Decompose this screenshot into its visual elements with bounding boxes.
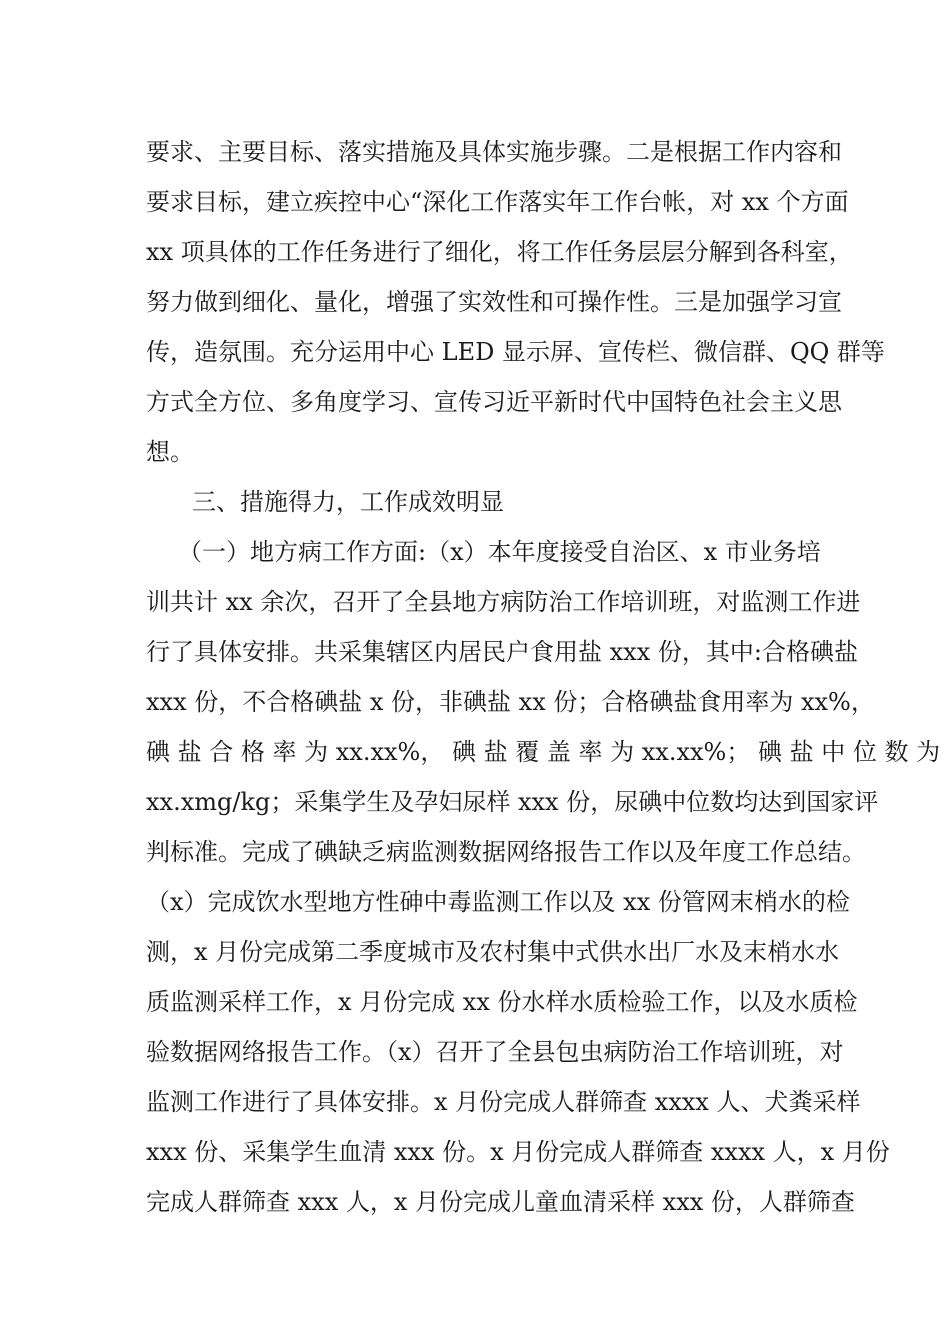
paragraph-line: 碘 盐 合 格 率 为 xx.xx%， 碘 盐 覆 盖 率 为 xx.xx%； 碘 盐 中 位 数 为 (146, 738, 941, 766)
paragraph-line: 完成人群筛查 xxx 人，x 月份完成儿童血清采样 xxx 份，人群筛查 (146, 1188, 855, 1216)
paragraph-line: 要求目标，建立疾控中心“深化工作落实年工作台帐，对 xx 个方面 (146, 188, 849, 216)
paragraph-line: 行了具体安排。共采集辖区内居民户食用盐 xxx 份，其中:合格碘盐 (146, 638, 858, 666)
paragraph-line: xxx 份，不合格碘盐 x 份，非碘盐 xx 份；合格碘盐食用率为 xx%， (146, 688, 875, 716)
paragraph-line: 要求、主要目标、落实措施及具体实施步骤。二是根据工作内容和 (146, 138, 842, 166)
paragraph-line: 验数据网络报告工作。（x）召开了全县包虫病防治工作培训班，对 (146, 1038, 844, 1066)
paragraph-line: xx.xmg/kg；采集学生及孕妇尿样 xxx 份，尿碘中位数均达到国家评 (146, 788, 879, 816)
paragraph-line: 质监测采样工作，x 月份完成 xx 份水样水质检验工作，以及水质检 (146, 988, 858, 1016)
paragraph-line: 判标准。完成了碘缺乏病监测数据网络报告工作以及年度工作总结。 (146, 838, 866, 866)
subsection-heading: （一）地方病工作方面:（x）本年度接受自治区、x 市业务培 (178, 538, 821, 566)
paragraph-line: xx 项具体的工作任务进行了细化，将工作任务层层分解到各科室， (146, 238, 853, 266)
paragraph-line: xxx 份、采集学生血清 xxx 份。x 月份完成人群筛查 xxxx 人，x 月份 (146, 1138, 890, 1166)
paragraph-line: 测，x 月份完成第二季度城市及农村集中式供水出厂水及末梢水水 (146, 938, 840, 966)
paragraph-line: 训共计 xx 余次，召开了全县地方病防治工作培训班，对监测工作进 (146, 588, 861, 616)
paragraph-line: 努力做到细化、量化，增强了实效性和可操作性。三是加强学习宣 (146, 288, 842, 316)
paragraph-line: 传，造氛围。充分运用中心 LED 显示屏、宣传栏、微信群、QQ 群等 (146, 338, 885, 366)
paragraph-line: 想。 (146, 438, 194, 466)
paragraph-line: 方式全方位、多角度学习、宣传习近平新时代中国特色社会主义思 (146, 388, 842, 416)
section-heading: 三、措施得力，工作成效明显 (192, 488, 504, 516)
paragraph-line: （x）完成饮水型地方性砷中毒监测工作以及 xx 份管网末梢水的检 (146, 888, 850, 916)
paragraph-line: 监测工作进行了具体安排。x 月份完成人群筛查 xxxx 人、犬粪采样 (146, 1088, 861, 1116)
